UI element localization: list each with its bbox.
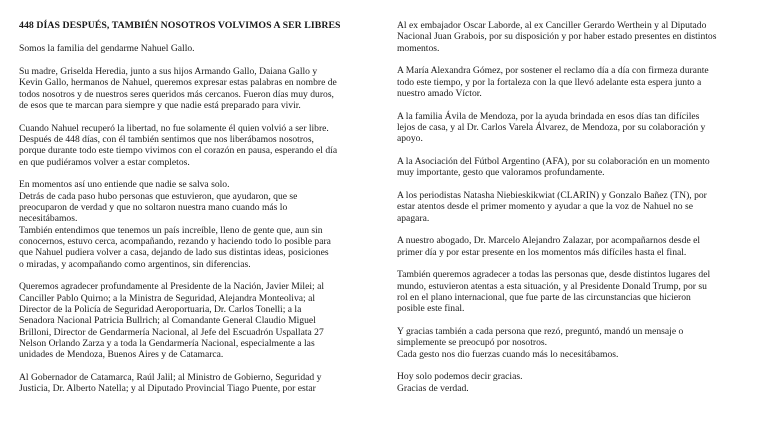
text-line: Al ex embajador Oscar Laborde, al ex Canciller Gerardo Werthein y al Diputado — [397, 20, 707, 31]
text-line: posible este final. — [397, 303, 465, 315]
text-line: conocernos, estuvo cerca, acompañando, rezando y haciendo todo lo posible para — [19, 236, 331, 248]
left-paragraph — [19, 281, 364, 360]
left-paragraph — [19, 66, 364, 111]
text-line: Nelson Orlando Zarza y a toda la Gendarmería Nacional, especialmente a las — [19, 338, 315, 350]
text-line: Director de la Policía de Seguridad Aeroportuaria, Dr. Carlos Tonelli; a la — [19, 304, 302, 316]
left-paragraph — [19, 372, 364, 395]
text-line: A María Alexandra Gómez, por sostener el reclamo día a día con firmeza durante — [397, 65, 709, 77]
right-paragraph — [397, 326, 757, 360]
text-line: Senadora Nacional Patricia Bullrich; al Comandante General Claudio Miguel — [19, 315, 316, 327]
text-line: lejos de casa, y al Dr. Carlos Varela Álvarez, de Mendoza, por su colaboración y — [397, 122, 706, 133]
letter-title: 448 DÍAS DESPUÉS, TAMBIÉN NOSOTROS VOLVIMOS A SER LIBRES — [19, 20, 341, 31]
text-line: primer día y por estar presente en los momentos más difíciles hasta el final. — [397, 246, 687, 258]
text-line: simplemente se preocupó por nosotros. — [397, 337, 548, 349]
text-line: A la Asociación del Fútbol Argentino (AFA), por su colaboración en un momento — [397, 155, 710, 167]
text-line: Justicia, Dr. Alberto Natella; y al Diputado Provincial Tiago Puente, por estar — [19, 383, 316, 395]
text-line: Queremos agradecer profundamente al Presidente de la Nación, Javier Milei; al — [19, 281, 325, 293]
text-line: Detrás de cada paso hubo personas que estuvieron, que ayudaron, que se — [19, 190, 298, 202]
right-paragraph — [397, 111, 757, 145]
text-line: A los periodistas Natasha Niebieskikwiat (CLARIN) y Gonzalo Bañez (TN), por — [397, 189, 707, 201]
right-paragraph — [397, 65, 757, 99]
left-paragraph — [19, 123, 364, 168]
text-line: todo este tiempo, y por la fortaleza con la que llevó adelante esta espera junto a — [397, 76, 702, 88]
text-line: que Nahuel pudiera volver a casa, dejando de lado sus distintas ideas, posiciones — [19, 247, 329, 259]
text-line: Somos la familia del gendarme Nahuel Gallo. — [19, 43, 195, 55]
left-paragraphs — [19, 43, 364, 394]
text-line: momentos. — [397, 42, 440, 54]
text-line: apoyo. — [397, 133, 423, 145]
text-line: muy importante, gesto que valoramos profundamente. — [397, 167, 605, 179]
text-line: Gracias de verdad. — [397, 382, 469, 394]
right-paragraph — [397, 190, 757, 224]
text-line: estar atentos desde el primer momento y ayudar a que la voz de Nahuel no se — [397, 201, 693, 213]
text-line: preocuparon de verdad y que no soltaron nuestra mano cuando más lo — [19, 202, 288, 214]
right-paragraph — [397, 235, 757, 258]
text-line: nuestro amado Víctor. — [397, 88, 482, 100]
text-line: necesitábamos. — [19, 213, 78, 225]
left-column — [19, 20, 364, 406]
text-line: Hoy solo podemos decir gracias. — [397, 371, 523, 383]
text-line: Cada gesto nos dio fuerzas cuando más lo necesitábamos. — [397, 348, 619, 360]
text-line: de esos que te marcan para siempre y que nadie está preparado para vivir. — [19, 100, 301, 112]
right-paragraph — [397, 371, 757, 394]
text-line: Al Gobernador de Catamarca, Raúl Jalil; al Ministro de Gobierno, Seguridad y — [19, 372, 322, 384]
text-line: Cuando Nahuel recuperó la libertad, no fue solamente él quien volvió a ser libre. — [19, 122, 329, 134]
text-line: todos nosotros y de nuestros seres queridos más cercanos. Fueron días muy duros, — [19, 88, 334, 100]
text-line: A la familia Ávila de Mendoza, por la ayuda brindada en esos días tan difíciles — [397, 110, 700, 122]
right-paragraph — [397, 269, 757, 314]
text-line: mundo, estuvieron atentas a esta situación, y al Presidente Donald Trump, por su — [397, 280, 707, 292]
text-line: en que pudiéramos volver a estar completos. — [19, 156, 190, 168]
text-line: Kevin Gallo, hermanos de Nahuel, queremos expresar estas palabras en nombre de — [19, 77, 337, 89]
right-paragraph — [397, 156, 757, 179]
text-line: Después de 448 días, con él también sentimos que nos liberábamos nosotros, — [19, 134, 314, 145]
text-line: Y gracias también a cada persona que rezó, preguntó, mandó un mensaje o — [397, 325, 684, 337]
text-line: porque durante todo este tiempo vivimos con el corazón en pausa, esperando el día — [19, 145, 338, 157]
left-paragraph — [19, 179, 364, 270]
right-paragraphs — [397, 20, 757, 394]
right-paragraph — [397, 20, 757, 54]
text-line: Su madre, Griselda Heredia, junto a sus hijos Armando Gallo, Daiana Gallo y — [19, 65, 318, 77]
text-line: Canciller Pablo Quirno; a la Ministra de Seguridad, Alejandra Monteoliva; al — [19, 292, 316, 304]
text-line: A nuestro abogado, Dr. Marcelo Alejandro Zalazar, por acompañarnos desde el — [397, 235, 701, 247]
text-line: Nacional Juan Grabois, por su disposición y por haber estado presentes en distintos — [397, 31, 717, 43]
text-line: En momentos así uno entiende que nadie se salva solo. — [19, 179, 230, 191]
text-line: Brilloni, Director de Gendarmería Nacional, al Jefe del Escuadrón Uspallata 27 — [19, 326, 324, 338]
text-line: También queremos agradecer a todas las personas que, desde distintos lugares del — [397, 269, 711, 281]
text-line: apagara. — [397, 212, 430, 224]
text-line: o miradas, y acompañando como argentinos, sin diferencias. — [19, 258, 251, 270]
text-line: unidades de Mendoza, Buenos Aires y de Catamarca. — [19, 349, 224, 361]
text-line: rol en el plano internacional, que fue parte de las circunstancias que hicieron — [397, 291, 691, 303]
left-paragraph — [19, 43, 364, 54]
right-column — [397, 20, 757, 405]
text-line: También entendimos que tenemos un país increíble, lleno de gente que, aun sin — [19, 224, 323, 236]
